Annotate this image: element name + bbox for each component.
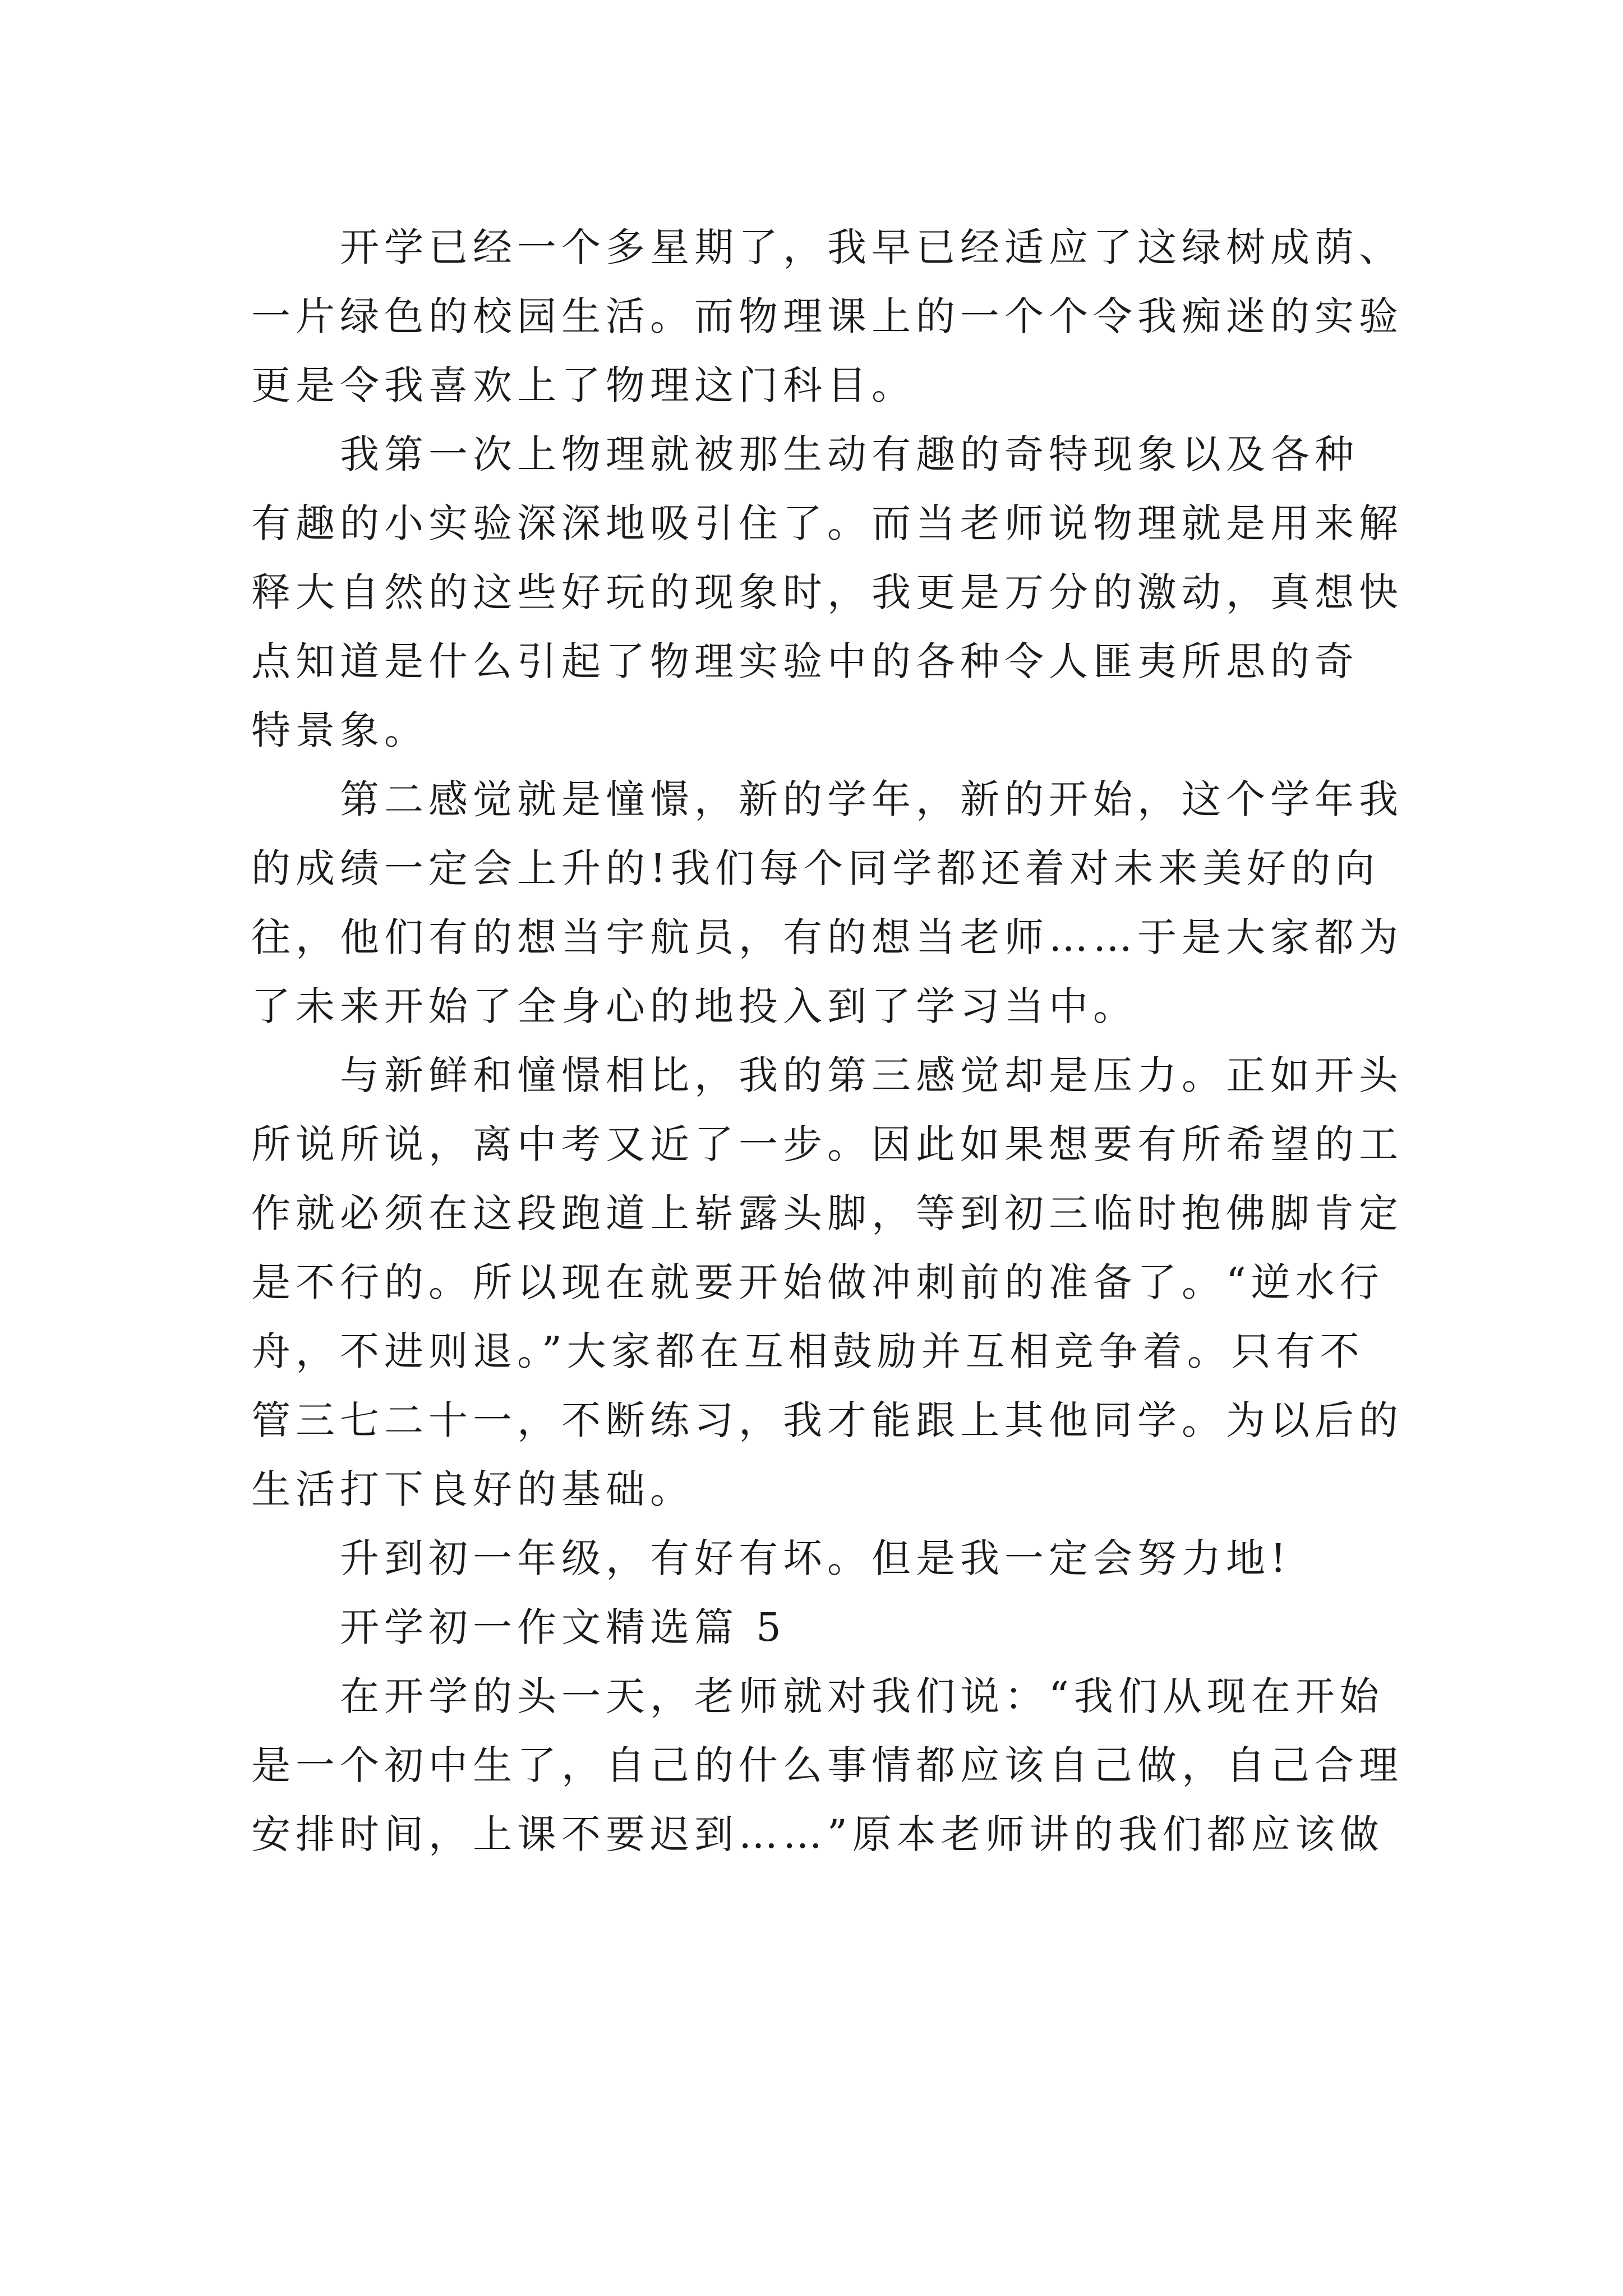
text-line: 了未来开始了全身心的地投入到了学习当中。 [251,983,1137,1029]
text-line: 是不行的。所以现在就要开始做冲刺前的准备了。“逆水行 [251,1259,1384,1305]
text-line: 管三七二十一，不断练习，我才能跟上其他同学。为以后的 [251,1397,1403,1443]
text-line: 生活打下良好的基础。 [251,1466,694,1512]
text-line: 我第一次上物理就被那生动有趣的奇特现象以及各种 [340,431,1359,477]
text-line: 往，他们有的想当宇航员，有的想当老师……于是大家都为 [251,914,1403,960]
text-line: 安排时间，上课不要迟到……”原本老师讲的我们都应该做 [251,1811,1384,1857]
text-line: 开学初一作文精选篇 5 [340,1604,786,1650]
text-line: 的成绩一定会上升的!我们每个同学都还着对未来美好的向 [251,845,1380,891]
text-line: 释大自然的这些好玩的现象时，我更是万分的激动，真想快 [251,569,1403,615]
text-line: 作就必须在这段跑道上崭露头脚，等到初三临时抱佛脚肯定 [251,1190,1403,1236]
text-line: 升到初一年级，有好有坏。但是我一定会努力地! [340,1535,1292,1581]
text-line: 所说所说，离中考又近了一步。因此如果想要有所希望的工 [251,1121,1403,1167]
text-line: 特景象。 [251,707,428,753]
text-line: 有趣的小实验深深地吸引住了。而当老师说物理就是用来解 [251,500,1403,546]
text-line: 更是令我喜欢上了物理这门科目。 [251,362,916,408]
text-line: 在开学的头一天，老师就对我们说：“我们从现在开始 [340,1673,1384,1719]
text-line: 与新鲜和憧憬相比，我的第三感觉却是压力。正如开头 [340,1052,1403,1098]
text-line: 是一个初中生了，自己的什么事情都应该自己做，自己合理 [251,1742,1403,1788]
text-line: 第二感觉就是憧憬，新的学年，新的开始，这个学年我 [340,776,1403,822]
text-line: 点知道是什么引起了物理实验中的各种令人匪夷所思的奇 [251,638,1359,684]
document-body [251,213,1403,1869]
text-line: 舟，不进则退。”大家都在互相鼓励并互相竞争着。只有不 [251,1328,1364,1374]
text-line: 开学已经一个多星期了，我早已经适应了这绿树成荫、 [340,224,1403,270]
text-line: 一片绿色的校园生活。而物理课上的一个个令我痴迷的实验 [251,293,1403,339]
